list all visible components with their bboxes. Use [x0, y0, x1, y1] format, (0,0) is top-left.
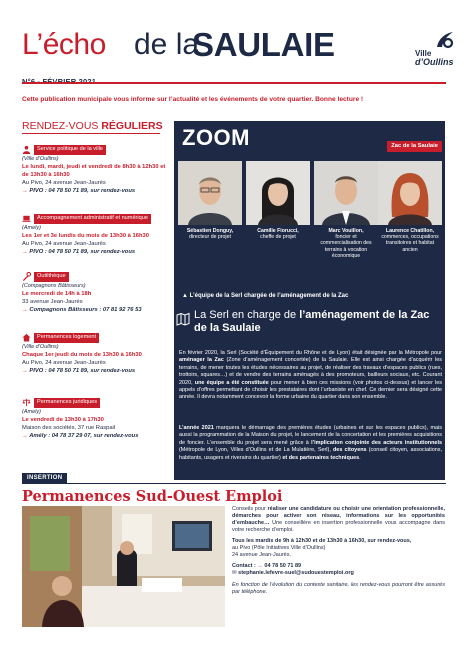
arrow-icon: → [22, 188, 30, 195]
logo-ville: Ville [415, 49, 432, 58]
zoom-headline-light: La Serl en charge de [194, 309, 300, 321]
arrow-icon: → [22, 249, 30, 256]
oullins-logo [415, 29, 455, 69]
text-run-bold: l’implication conjointe des acteurs institutionnels [311, 439, 442, 446]
portrait-caption [246, 228, 310, 240]
contact-phone: 04 78 50 71 89 [264, 563, 302, 569]
text-run-bold: une équipe a été constituée [194, 379, 269, 386]
rendezvous-place: Au Pivo, 24 avenue Jean-Jaurès [22, 240, 106, 247]
rendezvous-when: Le vendredi de 13h30 à 17h30 [22, 416, 104, 423]
text-run: (Métropole de Lyon, Villes d’Oullins et de La Mulatière, Serl), [179, 447, 333, 454]
insertion-when-text: Tous les mardis de 9h à 12h30 et de 13h30 à 16h30, sur rendez-vous, [232, 538, 412, 544]
rendezvous-contact-text: PIVO : 04 78 50 71 89, sur rendez-vous [29, 188, 136, 195]
rendezvous-tag: Outilthèque [34, 272, 69, 282]
contact-email[interactable]: stephanie.lefevre-suel@sudouestemploi.org [238, 570, 354, 576]
portrait-role: foncier et commercialisation des terrains à vocation économique [320, 234, 372, 259]
laptop-icon [22, 214, 31, 223]
masthead-rule [22, 82, 446, 84]
insertion-contact [232, 563, 445, 570]
rendezvous-contact-text: Compagnons Bâtisseurs : 07 81 92 76 53 [29, 307, 142, 314]
rendezvous-sub: (Amely) [22, 408, 41, 415]
rendezvous-contact [22, 187, 168, 195]
rendezvous-heading-light: RENDEZ-VOUS [22, 120, 102, 132]
text-run: Une conseillère en insertion professionnelle vous accompagne dans votre recherche d’emploi. [232, 520, 445, 533]
portrait-photo [314, 161, 378, 225]
portrait-photo [378, 161, 442, 225]
text-run: En février 2020, la Serl (Société d’Équipement du Rhône et de Lyon) était désignée par la Métropole pour [179, 350, 442, 356]
text-run: (Zone d’aménagement concertée) de la Saulaie. Elle est ainsi chargée d’acquérir les terrains, de mener toutes les études nécessaires au projet, de réaliser des travaux d’espaces publics (rues, trottoirs, squares…) et de vendre des terrains aménagés à des promoteurs, bailleurs sociaux, etc. Courant 2020, [179, 357, 442, 386]
insertion-paragraph [232, 506, 445, 534]
triangle-up-icon: ▲ [182, 293, 190, 299]
insertion-place-2: 24 avenue Jean-Jaurès. [232, 552, 292, 558]
intro-text: Cette publication municipale vous informe sur l’actualité et les événements de votre quartier. Bonne lecture ! [22, 96, 364, 103]
rendezvous-heading [22, 120, 163, 132]
map-icon [176, 312, 190, 326]
text-run-bold: réaliser une candidature ou choisir une orientation professionnelle, démarches pour activer son réseau, informations sur les opportunités d’embauche… [232, 506, 445, 526]
rendezvous-place: 33 avenue Jean-Jaurès [22, 298, 83, 305]
portrait-name: Camille Fiorucci, [257, 228, 299, 234]
insertion-note-text: En fonction de l’évolution du contexte sanitaire, les rendez-vous pourront être assurés par téléphone. [232, 582, 445, 595]
portrait-photo [246, 161, 310, 225]
house-icon [22, 333, 31, 342]
portrait-name: Marc Vouillon, [328, 228, 364, 234]
rendezvous-sub: (Ville d’Oullins) [22, 343, 59, 350]
zoom-title: ZOOM [182, 125, 250, 150]
portrait-role: commerces, occupations transitoires et habitat ancien [381, 234, 439, 253]
insertion-body [232, 506, 445, 596]
rendezvous-tag: Permanences logement [34, 333, 99, 343]
insertion-tag: INSERTION [22, 473, 67, 484]
rendezvous-sub: (Compagnons Bâtisseurs) [22, 282, 86, 289]
contact-label: Contact : [232, 563, 258, 569]
rendezvous-tag: Service politique de la ville [34, 145, 106, 155]
insertion-note [232, 582, 445, 596]
portrait-role: cheffe de projet [260, 234, 296, 241]
rendezvous-rule [22, 133, 160, 134]
text-run: (conseil citoyen, associations, habitants, usagers et riverains du quartier) [179, 447, 442, 461]
swoosh-icon [433, 29, 455, 51]
portrait-photo [178, 161, 242, 225]
zoom-headline-bold: l’aménagement de la Zac de la Saulaie [194, 309, 430, 334]
person-icon [22, 145, 31, 154]
portrait-caption [178, 228, 242, 240]
rendezvous-contact-text: Amély : 04 78 37 29 07, sur rendez-vous [29, 433, 139, 440]
rendezvous-tag: Permanences juridiques [34, 398, 100, 408]
team-caption-text: L’équipe de la Serl chargée de l’aménagement de la Zac [189, 293, 349, 299]
rendezvous-when: Le mercredi de 14h à 18h [22, 290, 92, 297]
rendezvous-contact [22, 248, 168, 256]
rendezvous-item [22, 214, 168, 256]
rendezvous-item [22, 333, 168, 375]
rendezvous-contact [22, 367, 168, 375]
insertion-place-1: au Pivo (Pôle Initiatives Ville d’Oullins) [232, 545, 326, 551]
rendezvous-contact-text: PIVO : 04 78 50 71 89, sur rendez-vous [29, 249, 136, 256]
rendezvous-when: Le lundi, mardi, jeudi et vendredi de 8h30 à 12h30 et de 13h30 à 16h30 [22, 163, 166, 178]
office-photo [22, 506, 225, 627]
rendezvous-place: Au Pivo, 24 avenue Jean-Jaurès [22, 359, 106, 366]
zoom-panel [174, 121, 445, 480]
tool-icon [22, 272, 31, 281]
rendezvous-when: Les 1er et 3e lundis du mois de 13h30 à 16h30 [22, 232, 149, 239]
title-de-la: de la [134, 28, 200, 61]
rendezvous-item [22, 398, 168, 440]
team-caption [182, 293, 348, 299]
portrait-role: directeur de projet [189, 234, 231, 241]
zoom-tag: Zac de la Saulaie [387, 141, 442, 152]
masthead [22, 26, 454, 70]
portrait-name: Sébastien Donguy, [186, 228, 234, 234]
text-run-bold: aménager la Zac [179, 357, 224, 364]
title-saulaie: SAULAIE [192, 26, 335, 63]
text-run-bold: L’année 2021 [179, 425, 214, 431]
rendezvous-contact [22, 306, 168, 314]
text-run: . [359, 454, 361, 461]
issue-row [22, 71, 446, 89]
insertion-when [232, 538, 445, 545]
rendezvous-sub: (Amely) [22, 224, 41, 231]
logo-oullins: d’Oullins [415, 57, 454, 67]
text-run-bold: des citoyens [332, 447, 367, 454]
email-icon: ✉ [232, 570, 239, 576]
rendezvous-item [22, 272, 168, 314]
rendezvous-heading-bold: RÉGULIERS [101, 120, 163, 132]
rendezvous-tag: Accompagnement administratif et numérique [34, 214, 151, 224]
insertion-email[interactable] [232, 570, 445, 577]
zoom-paragraph-1 [179, 350, 442, 402]
arrow-icon: → [22, 433, 30, 440]
insertion-title: Permanences Sud-Ouest Emploi [22, 488, 283, 505]
rendezvous-contact [22, 432, 168, 440]
zoom-headline [194, 309, 440, 335]
portrait-caption [378, 228, 442, 253]
text-run: marquera le démarrage des premières études (urbaines et sur les espaces publics), mais aussi la programmation de la Maison du projet, le lancement de la concertation et les premières acquisitions de foncier. L’ensemble du projet sera mené grâce à [179, 425, 442, 446]
rendezvous-contact-text: PIVO : 04 78 50 71 89, sur rendez-vous [29, 368, 136, 375]
insertion-rule [22, 483, 446, 484]
text-run-bold: et des partenaires techniques [282, 454, 360, 461]
arrow-icon: → [22, 307, 30, 314]
scales-icon [22, 398, 31, 407]
text-run: Conseils pour [232, 506, 268, 512]
rendezvous-place: Maison des sociétés, 37 rue Raspail [22, 424, 116, 431]
portrait-caption [314, 228, 378, 259]
arrow-icon: → [22, 368, 30, 375]
rendezvous-when: Chaque 1er jeudi du mois de 13h30 à 16h30 [22, 351, 142, 358]
rendezvous-place: Au Pivo, 24 avenue Jean-Jaurès [22, 180, 106, 187]
title-echo: L’écho [22, 28, 106, 61]
zoom-paragraph-2 [179, 425, 442, 462]
arrow-icon: → [257, 563, 265, 569]
portrait-name: Laurence Chatillon, [385, 228, 435, 234]
text-run: pour mener à bien ces missions (voir photos ci-dessus) et lancer les appels d’offres permettant de choisir les prestataires dont l’urbaniste en chef. Ce dernier sera désigné cette année. Il devra notamment concevoir la forme urbaine du quartier dans son ensemble. [179, 379, 443, 401]
rendezvous-item [22, 145, 168, 196]
rendezvous-sub: (Ville d’Oullins) [22, 155, 59, 162]
